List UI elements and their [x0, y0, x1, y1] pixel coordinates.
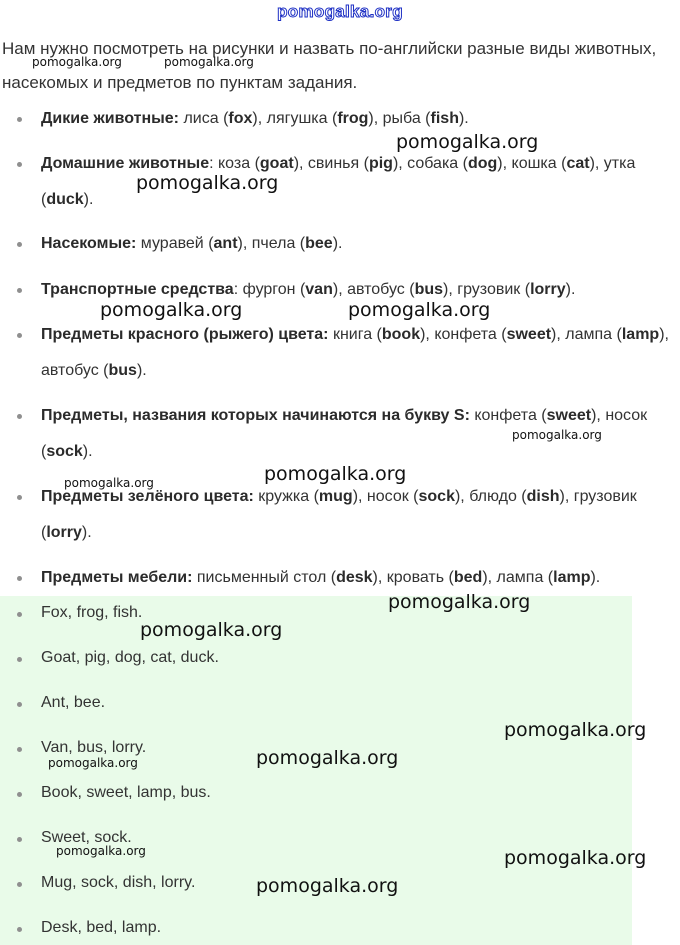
answer-text: Ant, bee.	[41, 694, 106, 711]
watermark: pomogalka.org	[348, 299, 491, 321]
english-word: bed	[453, 569, 483, 586]
english-word: bus	[108, 362, 137, 379]
task-item-text: Предметы зелёного цвета: кружка (mug), носок (sock), блюдо (dish), грузовик (lorry).	[41, 488, 637, 541]
english-word: dish	[526, 488, 560, 505]
watermark: pomogalka.org	[100, 299, 243, 321]
bullet-icon	[17, 882, 22, 887]
bullet-icon	[17, 242, 22, 247]
task-item-label: Предметы мебели:	[41, 569, 193, 586]
bullet-icon	[17, 333, 22, 338]
site-title: pomogalka.org	[277, 2, 403, 21]
bullet-icon	[17, 495, 22, 500]
task-item-text: Предметы, названия которых начинаются на букву S: конфета (sweet), носок (sock).	[41, 407, 648, 460]
english-word: fox	[228, 110, 253, 127]
english-word: sweet	[506, 326, 552, 343]
watermark: pomogalka.org	[64, 476, 154, 490]
answer-text: Fox, frog, fish.	[41, 604, 143, 621]
task-item-label: Предметы красного (рыжего) цвета:	[41, 326, 329, 343]
bullet-icon	[17, 747, 22, 752]
bullet-icon	[17, 927, 22, 932]
english-word: book	[381, 326, 421, 343]
watermark: pomogalka.org	[136, 172, 279, 194]
task-item-label: Домашние животные	[41, 155, 210, 172]
task-item-label: Предметы зелёного цвета:	[41, 488, 254, 505]
task-item-label: Дикие животные:	[41, 110, 179, 127]
answer-text: Goat, pig, dog, cat, duck.	[41, 649, 219, 666]
english-word: dog	[467, 155, 498, 172]
bullet-icon	[17, 576, 22, 581]
english-word: pig	[368, 155, 393, 172]
english-word: lorry	[530, 281, 566, 298]
task-item-text: Предметы мебели: письменный стол (desk), кровать (bed), лампа (lamp).	[41, 569, 601, 586]
answer-text: Van, bus, lorry.	[41, 739, 147, 756]
task-item-text: Предметы красного (рыжего) цвета: книга (book), конфета (sweet), лампа (lamp), автобус (bus).	[41, 326, 669, 379]
bullet-icon	[17, 837, 22, 842]
english-word: frog	[337, 110, 369, 127]
watermark: pomogalka.org	[512, 428, 602, 442]
watermark: pomogalka.org	[140, 619, 283, 641]
answer-text: Sweet, sock.	[41, 829, 132, 846]
english-word: duck	[46, 191, 84, 208]
watermark: pomogalka.org	[56, 844, 146, 858]
watermark: pomogalka.org	[164, 55, 254, 69]
english-word: goat	[259, 155, 294, 172]
english-word: lamp	[553, 569, 591, 586]
bullet-icon	[17, 657, 22, 662]
bullet-icon	[17, 792, 22, 797]
english-word: fish	[430, 110, 459, 127]
watermark: pomogalka.org	[504, 847, 647, 869]
english-word: sock	[418, 488, 455, 505]
english-word: van	[305, 281, 333, 298]
watermark: pomogalka.org	[256, 875, 399, 897]
watermark: pomogalka.org	[256, 747, 399, 769]
bullet-icon	[17, 288, 22, 293]
english-word: ant	[213, 235, 238, 252]
english-word: bus	[414, 281, 444, 298]
task-item-label: Предметы, названия которых начинаются на букву S:	[41, 407, 470, 424]
bullet-icon	[17, 414, 22, 419]
watermark: pomogalka.org	[264, 463, 407, 485]
task-item-text: Транспортные средства: фургон (van), автобус (bus), грузовик (lorry).	[41, 281, 576, 298]
watermark: pomogalka.org	[388, 591, 531, 613]
bullet-icon	[17, 612, 22, 617]
bullet-icon	[17, 702, 22, 707]
english-word: lamp	[621, 326, 660, 343]
answer-text: Mug, sock, dish, lorry.	[41, 874, 196, 891]
watermark: pomogalka.org	[48, 756, 138, 770]
answer-text: Desk, bed, lamp.	[41, 919, 162, 936]
watermark: pomogalka.org	[396, 131, 539, 153]
english-word: lorry	[46, 524, 82, 541]
bullet-icon	[17, 117, 22, 122]
task-item-label: Транспортные средства	[41, 281, 234, 298]
bullet-icon	[17, 162, 22, 167]
english-word: sock	[46, 443, 83, 460]
answer-text: Book, sweet, lamp, bus.	[41, 784, 211, 801]
watermark: pomogalka.org	[504, 719, 647, 741]
task-item-text: Дикие животные: лиса (fox), лягушка (frog), рыба (fish).	[41, 110, 469, 127]
english-word: mug	[318, 488, 353, 505]
watermark: pomogalka.org	[32, 55, 122, 69]
english-word: bee	[305, 235, 333, 252]
task-item-text: Домашние животные: коза (goat), свинья (pig), собака (dog), кошка (cat), утка (duck).	[41, 155, 636, 208]
intro-paragraph: Нам нужно посмотреть на рисунки и назвать по-английски разные виды животных, насекомых и предметов по пунктам задания.	[2, 39, 657, 92]
english-word: sweet	[546, 407, 592, 424]
task-item-text: Насекомые: муравей (ant), пчела (bee).	[41, 235, 343, 252]
task-item-label: Насекомые:	[41, 235, 137, 252]
english-word: cat	[566, 155, 590, 172]
english-word: desk	[336, 569, 373, 586]
